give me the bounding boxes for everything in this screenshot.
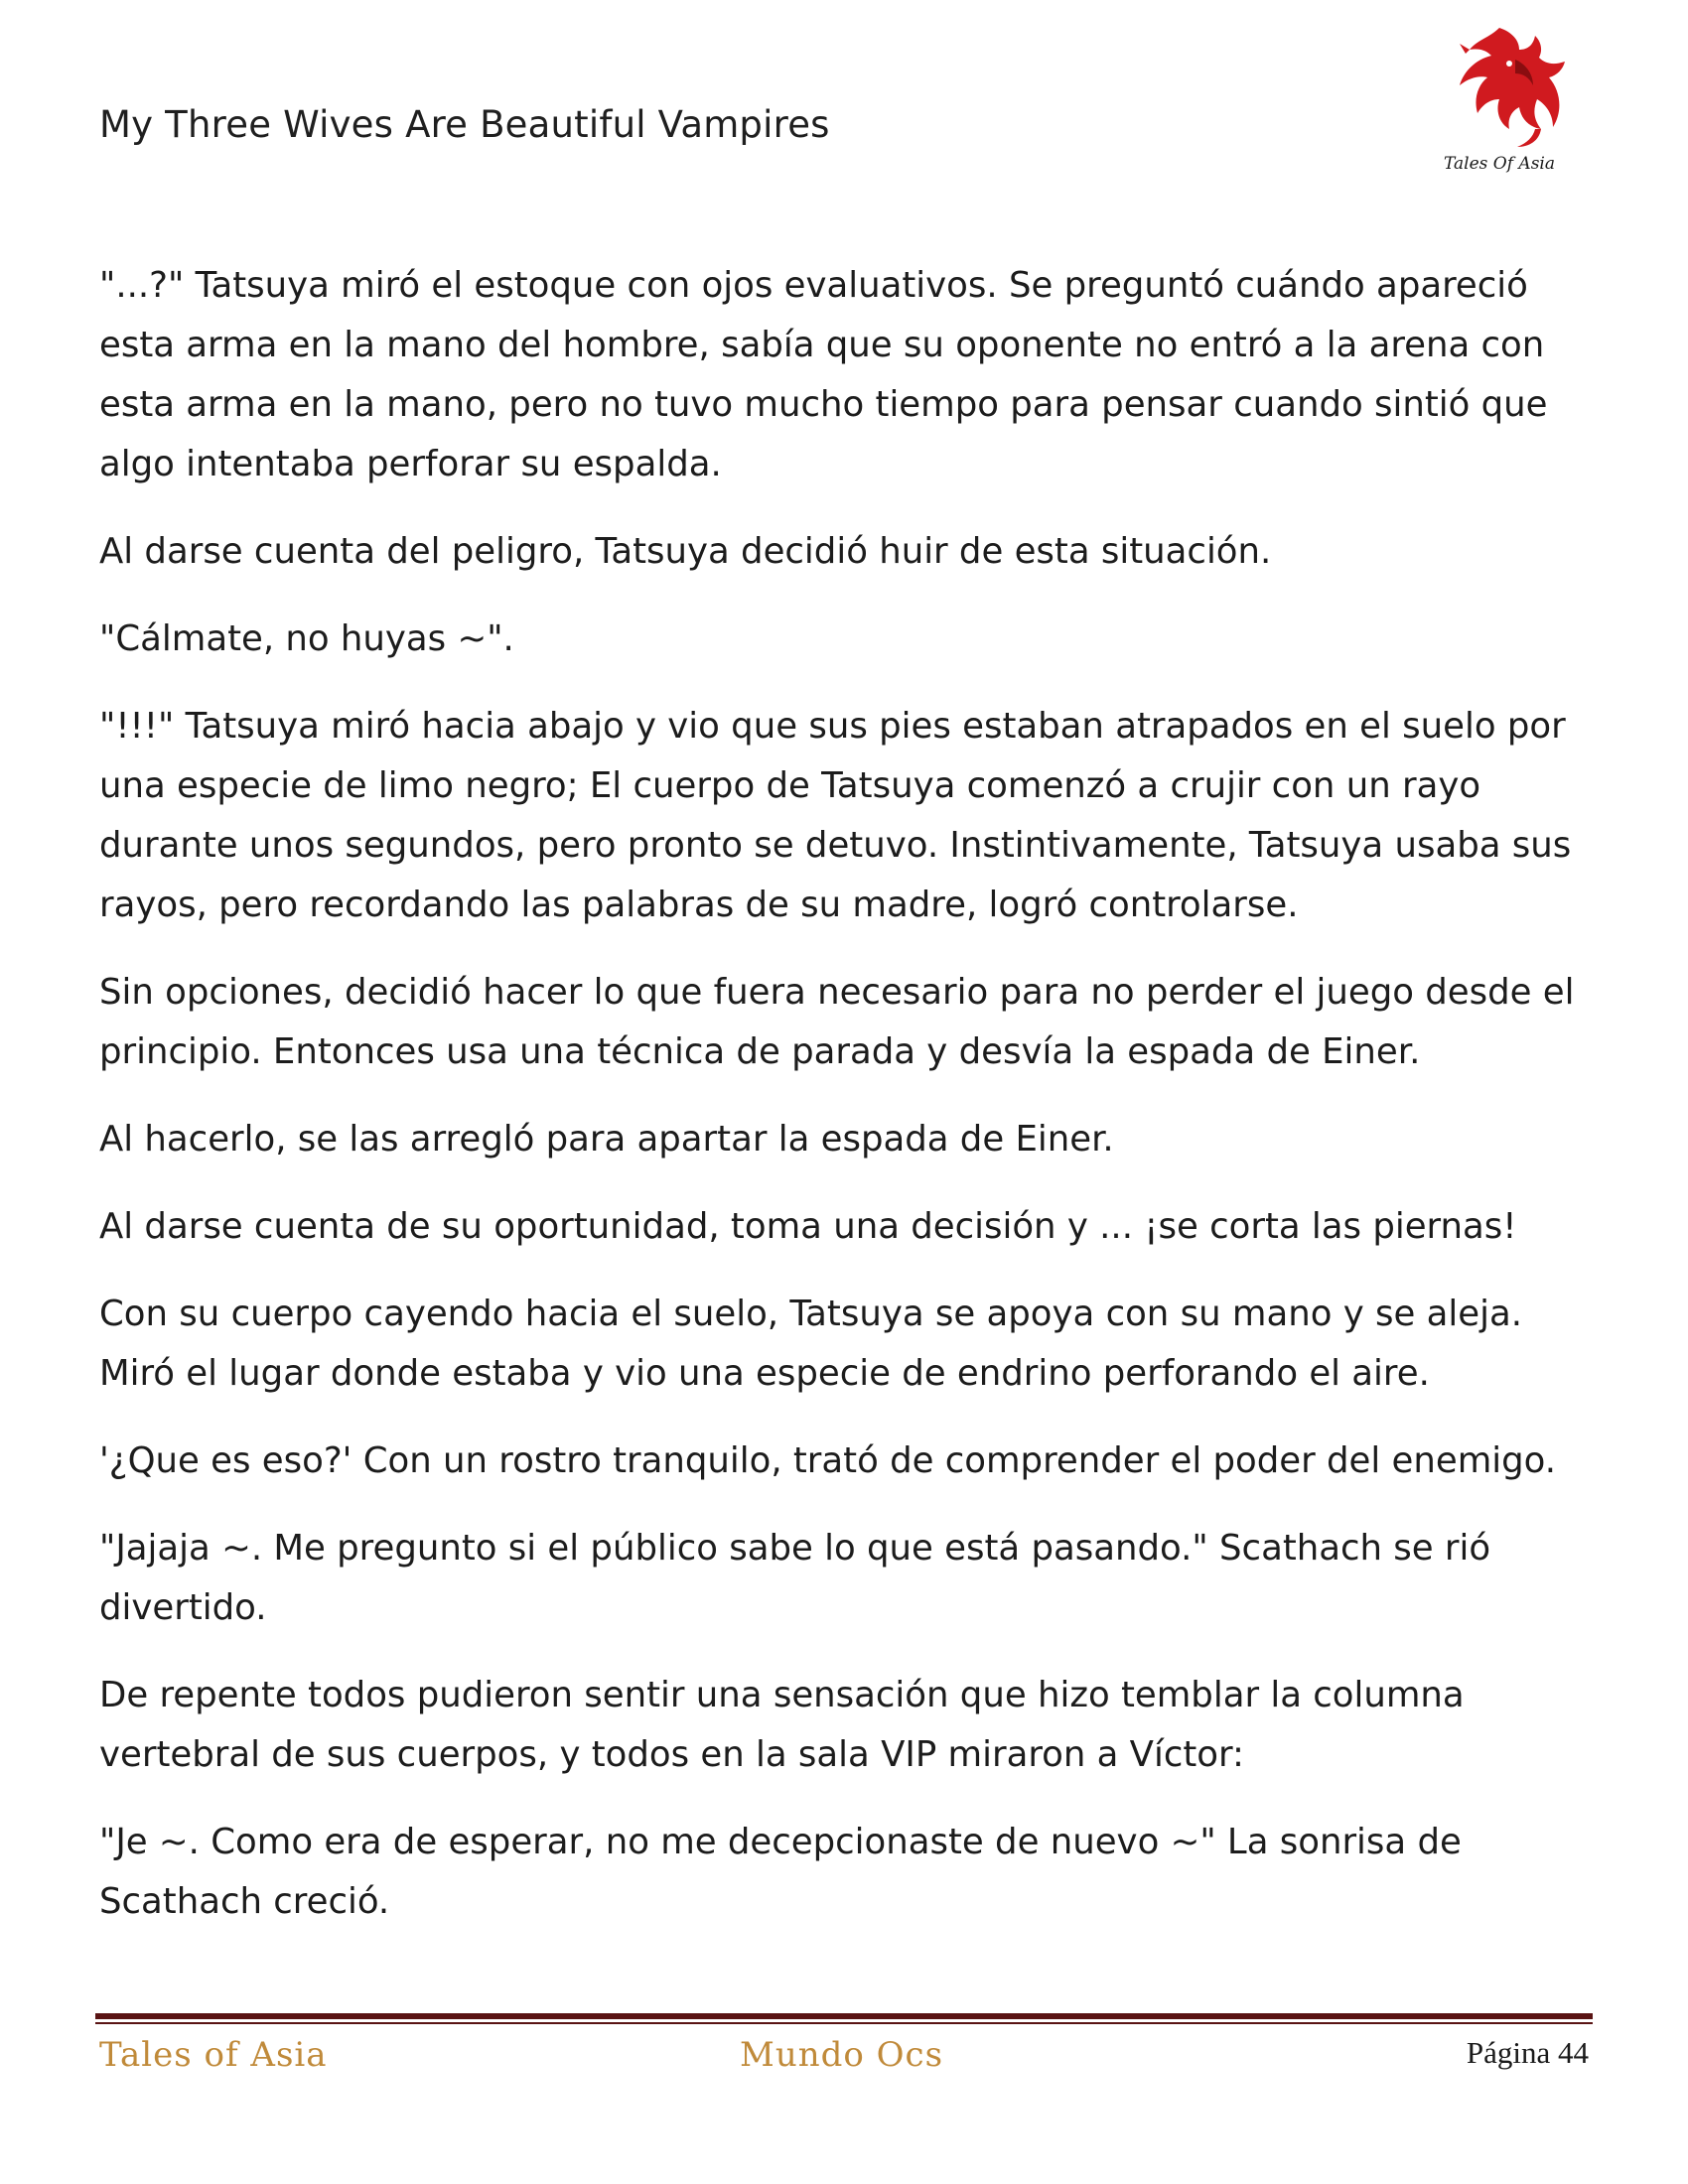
- paragraph: Con su cuerpo cayendo hacia el suelo, Tatsuya se apoya con su mano y se aleja. Miró el lugar donde estaba y vio una especie de endrino perforando el aire.: [99, 1294, 1522, 1394]
- tales-of-asia-logo: [1430, 20, 1569, 181]
- footer-rule-thin: [95, 2022, 1593, 2024]
- paragraph: Al darse cuenta del peligro, Tatsuya decidió huir de esta situación.: [99, 531, 1272, 572]
- page-number: Página 44: [1466, 2035, 1589, 2070]
- paragraph: Sin opciones, decidió hacer lo que fuera necesario para no perder el juego desde el principio. Entonces usa una técnica de parada y desvía la espada de Einer.: [99, 972, 1575, 1072]
- footer-source: Mundo Ocs: [740, 2035, 944, 2075]
- paragraph: De repente todos pudieron sentir una sensación que hizo temblar la columna vertebral de sus cuerpos, y todos en la sala VIP miraron a Víctor:: [99, 1675, 1465, 1775]
- paragraph: "Je ~. Como era de esperar, no me decepcionaste de nuevo ~" La sonrisa de Scathach creció.: [99, 1822, 1462, 1922]
- paragraph: Al darse cuenta de su oportunidad, toma una decisión y ... ¡se corta las piernas!: [99, 1206, 1517, 1247]
- chapter-body: [99, 256, 1594, 1960]
- document-title: My Three Wives Are Beautiful Vampires: [99, 103, 830, 146]
- paragraph: "Jajaja ~. Me pregunto si el público sabe lo que está pasando." Scathach se rió divertido.: [99, 1528, 1491, 1628]
- logo-text: Tales Of Asia: [1444, 154, 1555, 174]
- paragraph: "Cálmate, no huyas ~".: [99, 618, 514, 659]
- paragraph: Al hacerlo, se las arregló para apartar la espada de Einer.: [99, 1119, 1114, 1160]
- dragon-logo-icon: [1430, 20, 1569, 181]
- footer-site-name: Tales of Asia: [99, 2035, 328, 2075]
- paragraph: "!!!" Tatsuya miró hacia abajo y vio que sus pies estaban atrapados en el suelo por una especie de limo negro; El cuerpo de Tatsuya comenzó a crujir con un rayo durante unos segundos, pero pronto se detuvo. Instintivamente, Tatsuya usaba sus rayos, pero recordando las palabras de su madre, logró controlarse.: [99, 706, 1572, 925]
- paragraph: '¿Que es eso?' Con un rostro tranquilo, trató de comprender el poder del enemigo.: [99, 1440, 1557, 1481]
- footer-rule-thick: [95, 2013, 1593, 2019]
- paragraph: "...?" Tatsuya miró el estoque con ojos evaluativos. Se preguntó cuándo apareció esta arma en la mano del hombre, sabía que su oponente no entró a la arena con esta arma en la mano, pero no tuvo mucho tiempo para pensar cuando sintió que algo intentaba perforar su espalda.: [99, 265, 1548, 484]
